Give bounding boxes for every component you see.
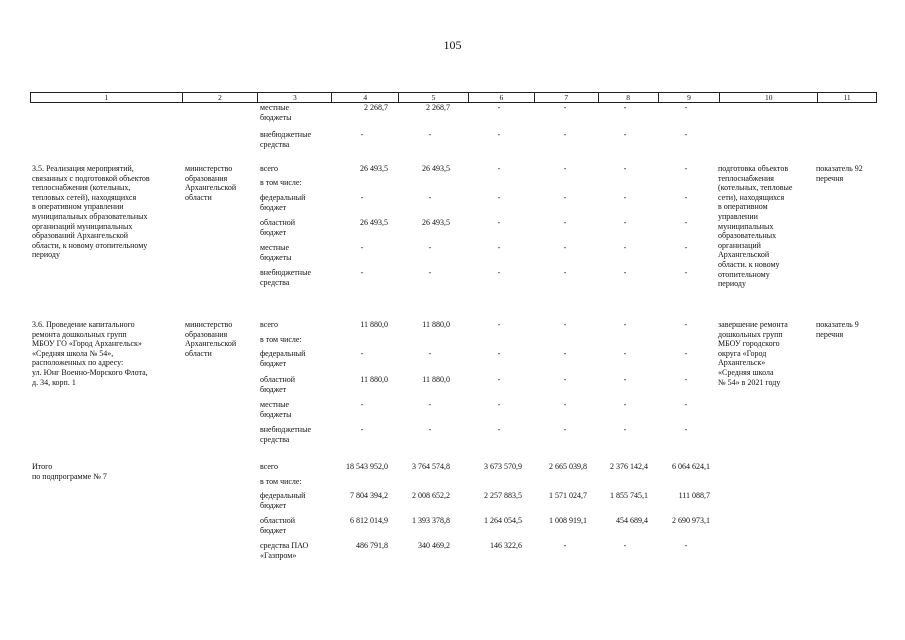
cell-value: - [497, 164, 501, 173]
row-label: всего [260, 320, 279, 329]
cell-value: - [684, 243, 688, 252]
cell-value: 6 064 624,1 [672, 462, 710, 471]
cell-value: - [684, 268, 688, 277]
cell-value: 340 469,2 [418, 541, 450, 550]
cell-value: 2 665 039,8 [549, 462, 587, 471]
cell-value: - [563, 103, 567, 112]
cell-value: - [497, 375, 501, 384]
cell-value: - [563, 130, 567, 139]
header-cell-2: 2 [183, 93, 259, 102]
cell-value: - [563, 375, 567, 384]
cell-value: - [428, 243, 432, 252]
cell-value: 26 493,5 [360, 218, 388, 227]
cell-value: - [497, 320, 501, 329]
row-label: внебюджетные средства [260, 425, 311, 444]
cell-value: 111 088,7 [678, 491, 710, 500]
cell-value: - [623, 218, 627, 227]
cell-value: - [563, 193, 567, 202]
cell-value: - [684, 375, 688, 384]
table-header [30, 92, 877, 103]
cell-value: 2 268,7 [426, 103, 450, 112]
cell-value: 3 673 570,9 [484, 462, 522, 471]
cell-value: - [428, 193, 432, 202]
cell-value: - [497, 243, 501, 252]
row-label: областной бюджет [260, 375, 296, 394]
cell-value: 18 543 952,0 [346, 462, 388, 471]
cell-value: 26 493,5 [360, 164, 388, 173]
cell-value: - [623, 103, 627, 112]
cell-value: - [563, 349, 567, 358]
executor: министерство образования Архангельской области [185, 320, 237, 358]
cell-value: - [684, 320, 688, 329]
cell-value: - [360, 130, 364, 139]
cell-value: 1 264 054,5 [484, 516, 522, 525]
cell-value: - [563, 243, 567, 252]
cell-value: 6 812 014,9 [350, 516, 388, 525]
item-name: 3.6. Проведение капитального ремонта дошкольных групп МБОУ ГО «Город Архангельск» «Средняя школа № 54», расположенных по адресу: ул. Юнг Военно-Морского Флота, д. 34, корп. 1 [32, 320, 148, 387]
cell-value: - [428, 425, 432, 434]
total-name: Итого по подпрограмме № 7 [32, 462, 107, 481]
cell-value: 1 008 919,1 [549, 516, 587, 525]
row-label: внебюджетные средства [260, 130, 311, 149]
cell-value: 1 393 378,8 [412, 516, 450, 525]
row-label: федеральный бюджет [260, 349, 306, 368]
cell-value: - [563, 218, 567, 227]
cell-value: 3 764 574,8 [412, 462, 450, 471]
cell-value: - [684, 349, 688, 358]
cell-value: - [428, 130, 432, 139]
row-label: местные бюджеты [260, 243, 292, 262]
cell-value: - [623, 375, 627, 384]
cell-value: - [497, 130, 501, 139]
cell-value: - [563, 425, 567, 434]
cell-value: 2 008 652,2 [412, 491, 450, 500]
cell-value: - [497, 268, 501, 277]
cell-value: - [684, 130, 688, 139]
cell-value: - [623, 243, 627, 252]
cell-value: 2 257 883,5 [484, 491, 522, 500]
row-label: средства ПАО «Газпром» [260, 541, 309, 560]
cell-value: - [623, 349, 627, 358]
result-text: подготовка объектов теплоснабжения (котельных, тепловые сети), находящихся в оперативном управлении муниципальных образовательных организаций Архангельской области. к новому отопительному периоду [718, 164, 793, 289]
cell-value: - [497, 193, 501, 202]
cell-value: - [497, 218, 501, 227]
cell-value: 2 376 142,4 [610, 462, 648, 471]
cell-value: - [360, 425, 364, 434]
row-label: внебюджетные средства [260, 268, 311, 287]
cell-value: 2 690 973,1 [672, 516, 710, 525]
cell-value: - [360, 349, 364, 358]
header-cell-7: 7 [535, 93, 599, 102]
cell-value: 26 493,5 [422, 164, 450, 173]
cell-value: 11 880,0 [360, 320, 388, 329]
cell-value: - [623, 164, 627, 173]
header-cell-4: 4 [332, 93, 399, 102]
item-name: 3.5. Реализация мероприятий, связанных с подготовкой объектов теплоснабжения (котельных, тепловых сетей), находящихся в оперативном управлении муниципальных образовательных организаций муниципальных образований Архангельской области, к новому отопительному периоду [32, 164, 150, 260]
cell-value: - [428, 349, 432, 358]
row-label: в том числе: [260, 335, 302, 344]
indicator-ref: показатель 92 перечня [816, 164, 863, 183]
row-label: областной бюджет [260, 516, 296, 535]
cell-value: 146 322,6 [490, 541, 522, 550]
cell-value: - [360, 268, 364, 277]
cell-value: 1 855 745,1 [610, 491, 648, 500]
cell-value: - [360, 193, 364, 202]
header-cell-9: 9 [659, 93, 721, 102]
cell-value: 486 791,8 [356, 541, 388, 550]
row-label: федеральный бюджет [260, 193, 306, 212]
cell-value: - [623, 320, 627, 329]
cell-value: - [684, 541, 688, 550]
row-label: местные бюджеты [260, 103, 292, 122]
header-cell-1: 1 [31, 93, 183, 102]
cell-value: - [623, 400, 627, 409]
cell-value: - [623, 268, 627, 277]
cell-value: - [428, 268, 432, 277]
cell-value: 454 689,4 [616, 516, 648, 525]
row-label: в том числе: [260, 178, 302, 187]
cell-value: 2 268,7 [364, 103, 388, 112]
cell-value: - [684, 164, 688, 173]
cell-value: - [623, 425, 627, 434]
cell-value: - [684, 400, 688, 409]
indicator-ref: показатель 9 перечня [816, 320, 859, 339]
cell-value: - [684, 193, 688, 202]
cell-value: - [497, 400, 501, 409]
row-label: местные бюджеты [260, 400, 292, 419]
cell-value: - [563, 268, 567, 277]
cell-value: 11 880,0 [422, 375, 450, 384]
cell-value: 11 880,0 [360, 375, 388, 384]
cell-value: 11 880,0 [422, 320, 450, 329]
header-cell-5: 5 [399, 93, 469, 102]
cell-value: - [497, 103, 501, 112]
row-label: всего [260, 164, 279, 173]
page-number: 105 [443, 38, 462, 52]
header-cell-8: 8 [599, 93, 659, 102]
cell-value: - [563, 541, 567, 550]
header-cell-6: 6 [469, 93, 535, 102]
cell-value: 1 571 024,7 [549, 491, 587, 500]
cell-value: - [623, 193, 627, 202]
executor: министерство образования Архангельской области [185, 164, 237, 202]
cell-value: - [623, 130, 627, 139]
cell-value: 7 804 394,2 [350, 491, 388, 500]
cell-value: - [497, 425, 501, 434]
cell-value: - [684, 103, 688, 112]
row-label: федеральный бюджет [260, 491, 306, 510]
cell-value: 26 493,5 [422, 218, 450, 227]
header-cell-11: 11 [843, 93, 851, 102]
cell-value: - [360, 243, 364, 252]
row-label: всего [260, 462, 279, 471]
header-cell-3: 3 [258, 93, 332, 102]
row-label: областной бюджет [260, 218, 296, 237]
cell-value: - [623, 541, 627, 550]
cell-value: - [360, 400, 364, 409]
cell-value: - [563, 320, 567, 329]
cell-value: - [684, 425, 688, 434]
row-label: в том числе: [260, 477, 302, 486]
cell-value: - [428, 400, 432, 409]
cell-value: - [684, 218, 688, 227]
cell-value: - [497, 349, 501, 358]
result-text: завершение ремонта дошкольных групп МБОУ городского округа «Город Архангельск» «Средняя школа № 54» в 2021 году [718, 320, 788, 387]
header-cell-10: 10 [720, 93, 818, 102]
cell-value: - [563, 164, 567, 173]
cell-value: - [563, 400, 567, 409]
